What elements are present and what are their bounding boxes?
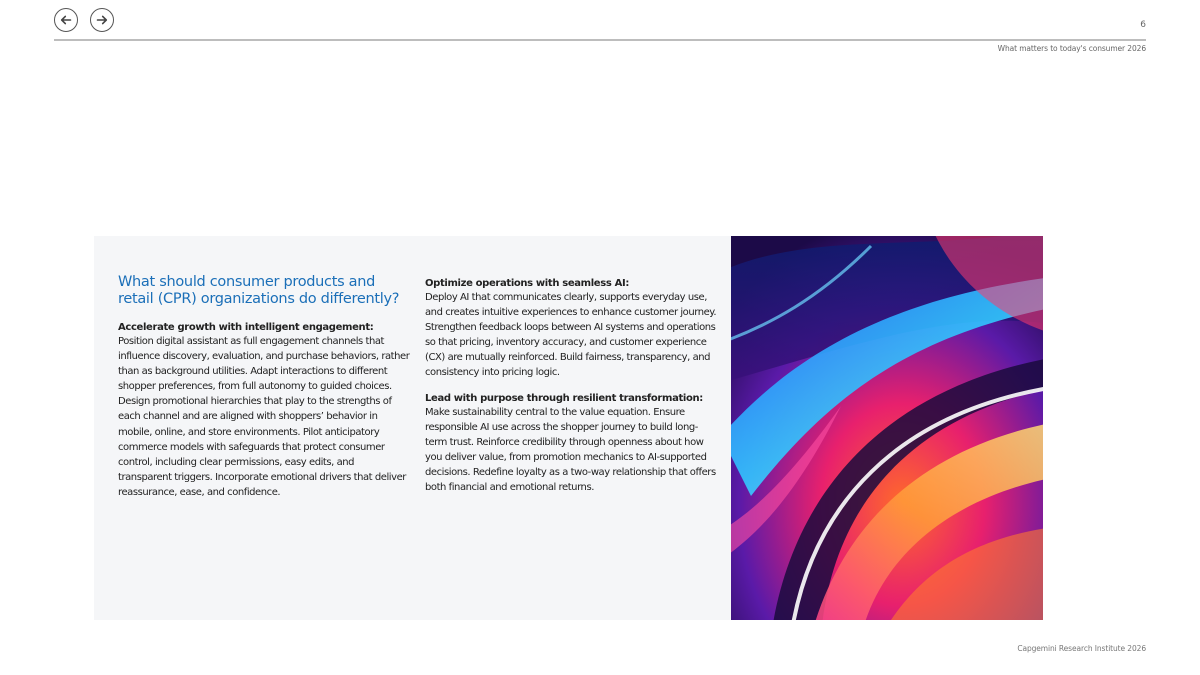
arrow-right-icon [95,13,109,27]
back-button[interactable] [54,8,78,32]
right-column [425,236,717,507]
abstract-swirl-graphic [731,236,1043,620]
section-body: Position digital assistant as full engagement channels that influence discovery, evaluation, and purchase behaviors, rather than as background utilities. Adapt interactions to different shopper preferences, from full autonomy to guided choices. Design promotional hierarchies that play to the strengths of each channel and are aligned with shoppers’ behavior in mobile, online, and store environments. Pilot anticipatory commerce models with safeguards that protect consumer control, including clear permissions, easy edits, and transparent triggers. Incorporate emotional drivers that deliver reassurance, ease, and confidence. [118,336,410,498]
forward-button[interactable] [90,8,114,32]
footer-credit: Capgemini Research Institute 2026 [1017,644,1146,653]
left-column [118,236,410,512]
section-body: Make sustainability central to the value equation. Ensure responsible AI use across the shopper journey to build long-term trust. Reinforce credibility through openness about how you deliver value, from promotion mechanics to AI-supported decisions. Redefine loyalty as a two-way relationship that offers both financial and emotional returns. [425,406,716,494]
section-title: Optimize operations with seamless AI: [425,278,629,289]
section-title: Lead with purpose through resilient transformation: [425,392,703,404]
header-rule [54,39,1146,41]
abstract-artwork-image [731,236,1043,620]
panel-heading: What should consumer products and retail (CPR) organizations do differently? [118,274,400,307]
recommendations-panel [94,236,731,620]
running-title: What matters to today's consumer 2026 [997,44,1146,53]
section-body: Deploy AI that communicates clearly, supports everyday use, and creates intuitive experiences to enhance customer journey. Strengthen feedback loops between AI systems and operations so that pricing, inventory accuracy, and customer experience (CX) are mutually reinforced. Build fairness, transparency, and consistency into pricing logic. [425,292,717,379]
page-number: 6 [1140,20,1146,30]
section-title: Accelerate growth with intelligent engagement: [118,322,374,333]
arrow-left-icon [59,13,73,27]
